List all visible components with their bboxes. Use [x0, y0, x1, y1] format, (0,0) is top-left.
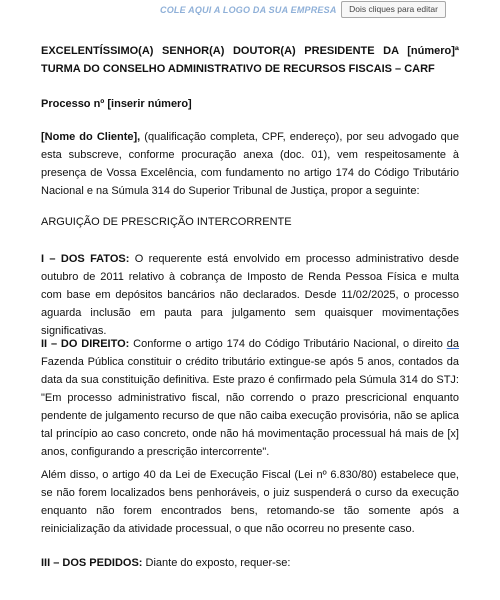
petition-title: ARGUIÇÃO DE PRESCRIÇÃO INTERCORRENTE [41, 216, 292, 228]
intro-paragraph [41, 128, 459, 200]
law-text-start: Conforme o artigo 174 do Código Tributário Nacional, o direito [129, 338, 447, 350]
spellcheck-word[interactable]: da [446, 338, 459, 350]
law-paragraph [41, 335, 459, 461]
logo-placeholder[interactable]: COLE AQUI A LOGO DA SUA EMPRESA [160, 5, 337, 15]
top-bar [0, 0, 500, 24]
intro-text: (qualificação completa, CPF, endereço), por seu advogado que esta subscreve, conforme procuração anexa (doc. 01), vem respeitosamente à presença de Vossa Excelência, com fundamento no artigo 174 do Código Tributário Nacional e na Súmula 314 do Superior Tribunal de Justiça, propor a seguinte: [41, 131, 460, 197]
requests-heading: III – DOS PEDIDOS: [41, 557, 143, 569]
law-text-end: Fazenda Pública constituir o crédito tributário extingue-se após 5 anos, contados da data da sua constituição definitiva. Este prazo é confirmado pela Súmula 314 do STJ: "Em processo administrativo fiscal, não correndo o prazo prescricional enquanto pendente de julgamento recurso de que não caiba execução provisória, não se aplica tal princípio ao caso concreto, onde não há movimentação processual há mais de [x] anos, configurando a prescrição intercorrente". [41, 356, 459, 458]
facts-paragraph [41, 250, 459, 340]
requests-paragraph [41, 554, 459, 572]
law-heading: II – DO DIREITO: [41, 338, 130, 350]
facts-text: O requerente está envolvido em processo administrativo desde outubro de 2011 relativo à cobrança de Imposto de Renda Pessoa Física e multa com base em depósitos bancários não declarados. Desde 11/02/2025, o processo aguarda inclusão em pauta para julgamento sem quaisquer movimentações significativas. [41, 253, 459, 337]
requests-text: Diante do exposto, requer-se: [142, 557, 291, 569]
process-number: Processo nº [inserir número] [41, 98, 192, 110]
client-name: [Nome do Cliente], [41, 131, 141, 143]
edit-button[interactable]: Dois cliques para editar [341, 1, 446, 18]
addressee-heading: EXCELENTÍSSIMO(A) SENHOR(A) DOUTOR(A) PRESIDENTE DA [número]ª TURMA DO CONSELHO ADMINISTRATIVO DE RECURSOS FISCAIS – CARF [41, 45, 459, 75]
lef-paragraph: Além disso, o artigo 40 da Lei de Execução Fiscal (Lei nº 6.830/80) estabelece que, se não forem localizados bens penhoráveis, o juiz suspenderá o curso da execução enquanto não forem encontrados bens, retomando-se tão somente após a reinicialização da atividade processual, o que não ocorreu no presente caso. [41, 469, 459, 535]
facts-heading: I – DOS FATOS: [41, 253, 130, 265]
